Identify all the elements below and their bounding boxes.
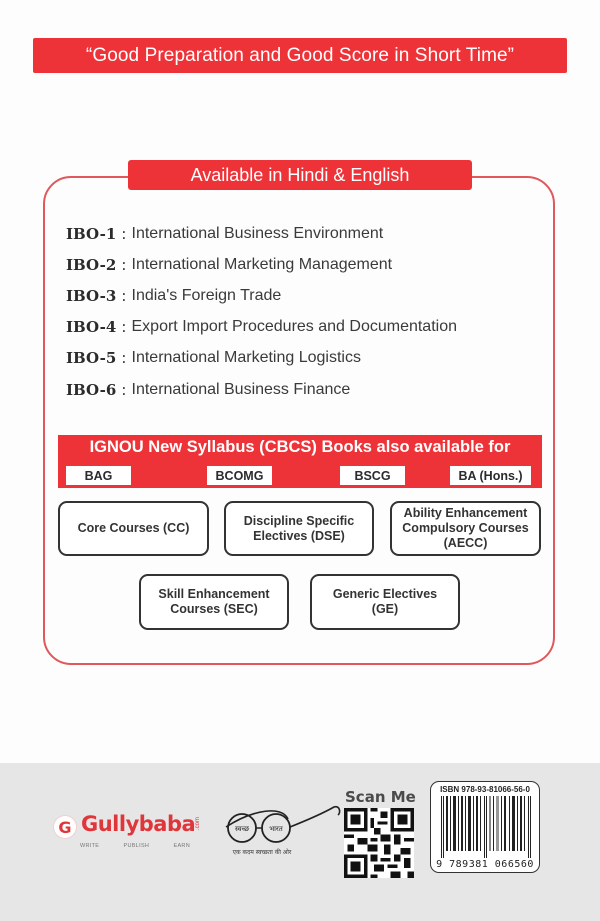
course-item <box>66 218 536 249</box>
category-core-courses <box>58 501 209 556</box>
course-code: IBO-2 <box>66 255 117 274</box>
course-separator: : <box>121 380 127 399</box>
course-code: IBO-4 <box>66 318 117 337</box>
language-availability-text: Available in Hindi & English <box>190 164 410 185</box>
isbn-digits: 9 789381 066560 <box>436 859 534 870</box>
isbn-barcode <box>430 781 540 873</box>
logo-tag-write: WRITE <box>80 843 100 849</box>
category-label: Ability Enhancement Compulsory Courses (AECC) <box>402 506 529 550</box>
cbcs-banner <box>58 435 542 488</box>
category-ge <box>310 574 460 630</box>
svg-text:स्वच्छ: स्वच्छ <box>234 825 250 833</box>
course-name: India's Foreign Trade <box>131 286 282 304</box>
course-item <box>66 374 536 405</box>
barcode-icon <box>439 796 533 858</box>
program-badge-bcomg: BCOMG <box>207 466 272 485</box>
scan-me-label: Scan Me <box>345 788 416 806</box>
course-code: IBO-3 <box>66 286 117 305</box>
gullybaba-domain: .com <box>195 817 201 831</box>
spectacles-icon <box>222 805 342 847</box>
logo-tag-earn: EARN <box>173 843 190 849</box>
course-code: IBO-5 <box>66 349 117 368</box>
svg-text:भारत: भारत <box>269 825 283 833</box>
category-label: Skill Enhancement Courses (SEC) <box>158 587 270 616</box>
course-name: International Business Environment <box>131 224 384 242</box>
tagline-text: “Good Preparation and Good Score in Short Time” <box>85 44 515 66</box>
logo-tag-publish: PUBLISH <box>123 843 150 849</box>
qr-code[interactable] <box>344 808 414 878</box>
isbn-label: ISBN 978-93-81066-56-0 <box>440 785 530 794</box>
qr-code-icon <box>344 808 414 878</box>
category-sec <box>139 574 289 630</box>
course-name: International Marketing Logistics <box>131 349 361 367</box>
language-availability-header <box>128 160 472 190</box>
cbcs-title: IGNOU New Syllabus (CBCS) Books also available for <box>89 438 511 456</box>
course-list <box>66 218 536 405</box>
swachh-bharat-logo <box>222 805 342 860</box>
category-label: Discipline Specific Electives (DSE) <box>243 513 355 543</box>
course-separator: : <box>121 349 127 368</box>
logo-taglines <box>80 843 190 849</box>
course-separator: : <box>121 318 127 337</box>
course-item <box>66 343 536 374</box>
course-code: IBO-1 <box>66 224 117 243</box>
category-label: Generic Electives (GE) <box>332 587 438 616</box>
category-aecc <box>390 501 541 556</box>
category-dse <box>224 501 374 556</box>
course-name: Export Import Procedures and Documentation <box>131 318 457 336</box>
course-code: IBO-6 <box>66 380 117 399</box>
gullybaba-logo <box>54 812 204 858</box>
course-name: International Marketing Management <box>131 255 393 273</box>
course-separator: : <box>121 286 127 305</box>
program-badge-bag: BAG <box>66 466 131 485</box>
course-item <box>66 249 536 280</box>
gullybaba-g-icon: G <box>54 816 76 838</box>
gullybaba-wordmark: Gullybaba <box>81 812 196 836</box>
tagline-banner <box>33 38 567 73</box>
category-label: Core Courses (CC) <box>77 521 190 535</box>
course-name: International Business Finance <box>131 380 351 398</box>
course-separator: : <box>121 224 127 243</box>
course-item <box>66 312 536 343</box>
program-badge-ba-hons: BA (Hons.) <box>450 466 531 485</box>
course-item <box>66 280 536 311</box>
swachh-slogan: एक कदम स्वच्छता की ओर <box>232 849 292 856</box>
program-badge-bscg: BSCG <box>340 466 405 485</box>
course-separator: : <box>121 255 127 274</box>
